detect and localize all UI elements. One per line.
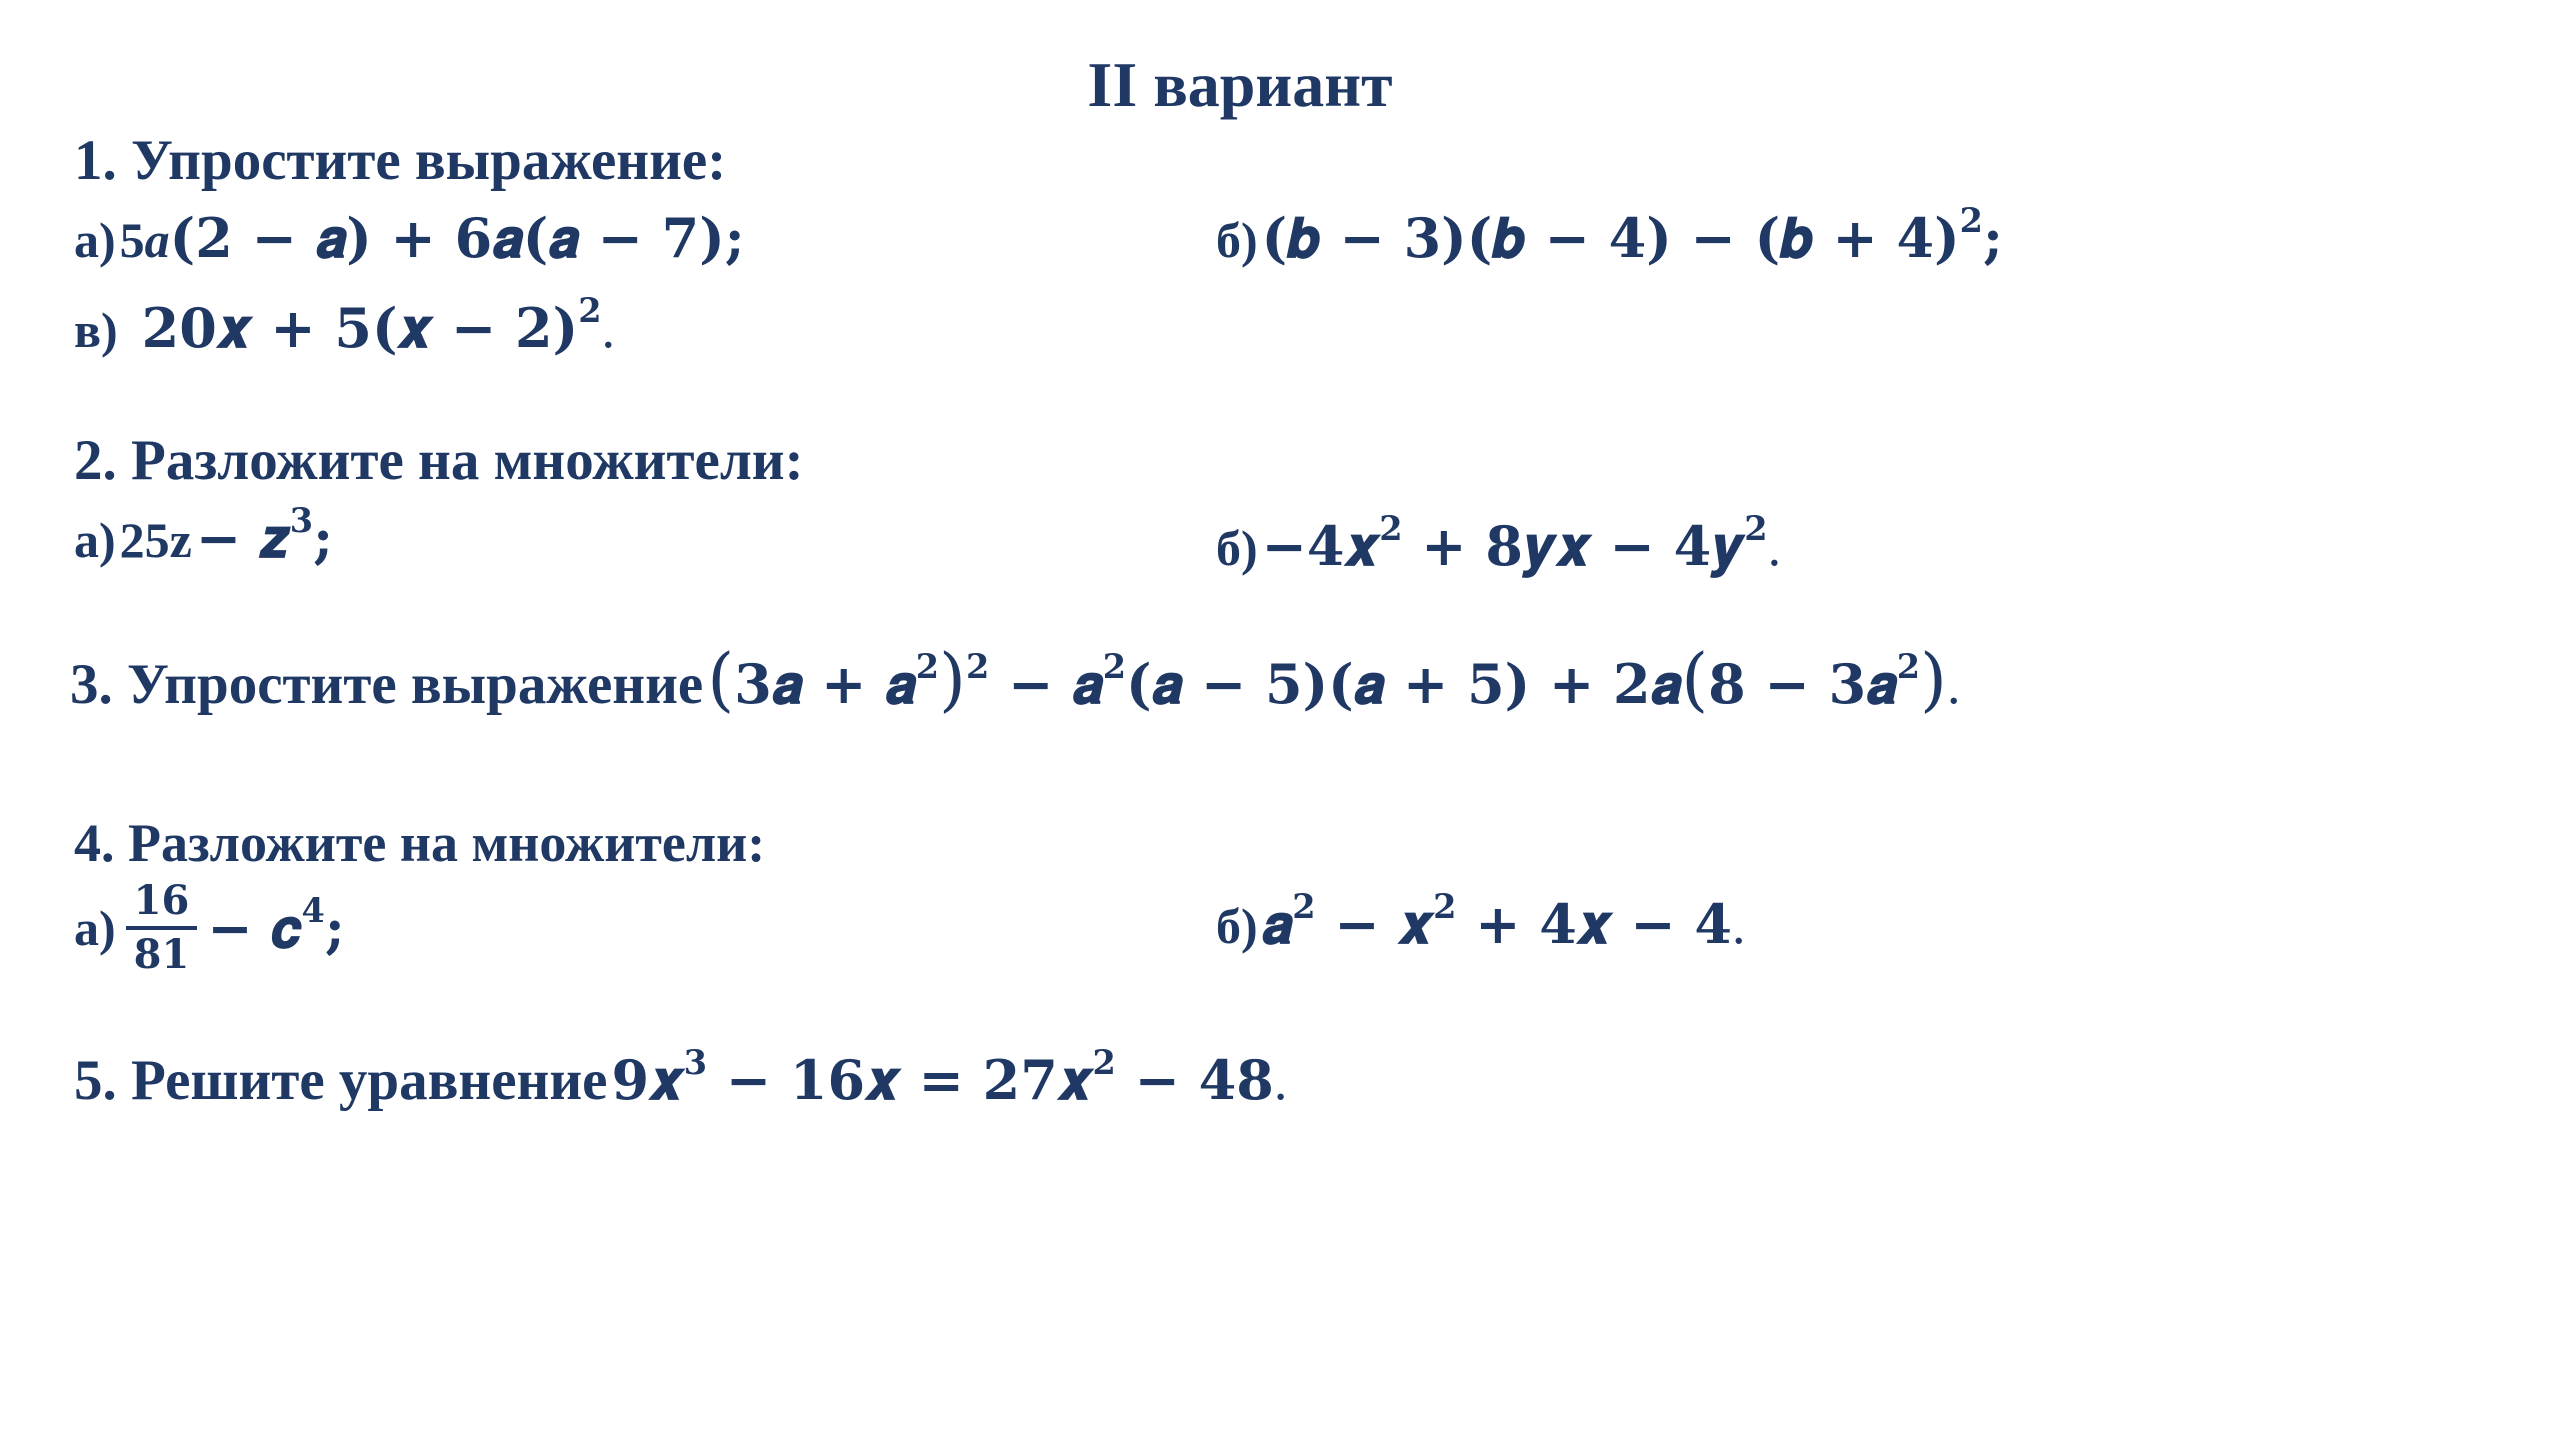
task-1c [74, 290, 615, 361]
task-1b-expression: (𝒃 − 3)(𝒃 − 4) − (𝒃 + 4)$^2$; [1261, 200, 2003, 270]
task-2b-expression: −4𝒙$^2$ + 8𝒚𝒙 − 4𝒚$^2$. [1261, 508, 1782, 578]
task-2a-label: а) [74, 512, 116, 568]
task-4a-fraction [126, 877, 198, 978]
task-4b [1216, 886, 1746, 957]
task-1b-label: б) [1216, 212, 1258, 268]
task-4a [74, 877, 345, 978]
task-1a-expression: (2 − 𝒂) + 6𝒂(𝒂 − 7); [169, 206, 745, 270]
task-1c-label: в) [74, 302, 118, 358]
task-2b [1216, 508, 1782, 579]
task-1c-expression: 20𝒙 + 5(𝒙 − 2)$^2$. [141, 290, 615, 360]
task-3-expression: (3𝒂 + 𝒂$^2$)$^2$ − 𝒂$^2$(𝒂 − 5)(𝒂 + 5) + 2𝒂(8 − 3𝒂$^2$). [707, 640, 1961, 720]
task-1-heading: 1. Упростите выражение: [74, 129, 727, 192]
task-1b [1216, 200, 2003, 271]
task-1a [74, 206, 745, 271]
task-1a-label: а) [74, 212, 116, 268]
task-4-heading: 4. Разложите на множители: [74, 813, 766, 873]
fraction-denominator: 81 [133, 931, 190, 978]
task-2-heading: 2. Разложите на множители: [74, 429, 804, 492]
task-4b-expression: 𝒂$^2$ − 𝒙$^2$ + 4𝒙 − 4. [1261, 886, 1746, 956]
task-1a-prefix: 5 [119, 212, 145, 268]
task-2b-label: б) [1216, 520, 1258, 576]
task-3-heading: 3. Упростите выражение [70, 653, 704, 716]
task-4a-label: а) [74, 900, 116, 956]
task-4b-label: б) [1216, 898, 1258, 954]
task-2a-prefix: 25z [119, 512, 192, 568]
task-2a [74, 500, 334, 571]
task-5-equation: 9𝒙$^3$ − 16𝒙 = 27𝒙$^2$ − 48. [611, 1042, 1288, 1112]
task-3 [70, 640, 1961, 720]
task-5 [74, 1042, 1288, 1113]
page-title: II вариант [1087, 49, 1393, 120]
task-1a-var: a [144, 212, 170, 268]
task-5-heading: 5. Решите уравнение [74, 1049, 608, 1112]
task-4a-expression: − 𝒄$^4$; [207, 890, 345, 960]
task-2a-expression: − 𝒛$^3$; [195, 500, 334, 570]
fraction-numerator: 16 [126, 880, 198, 930]
